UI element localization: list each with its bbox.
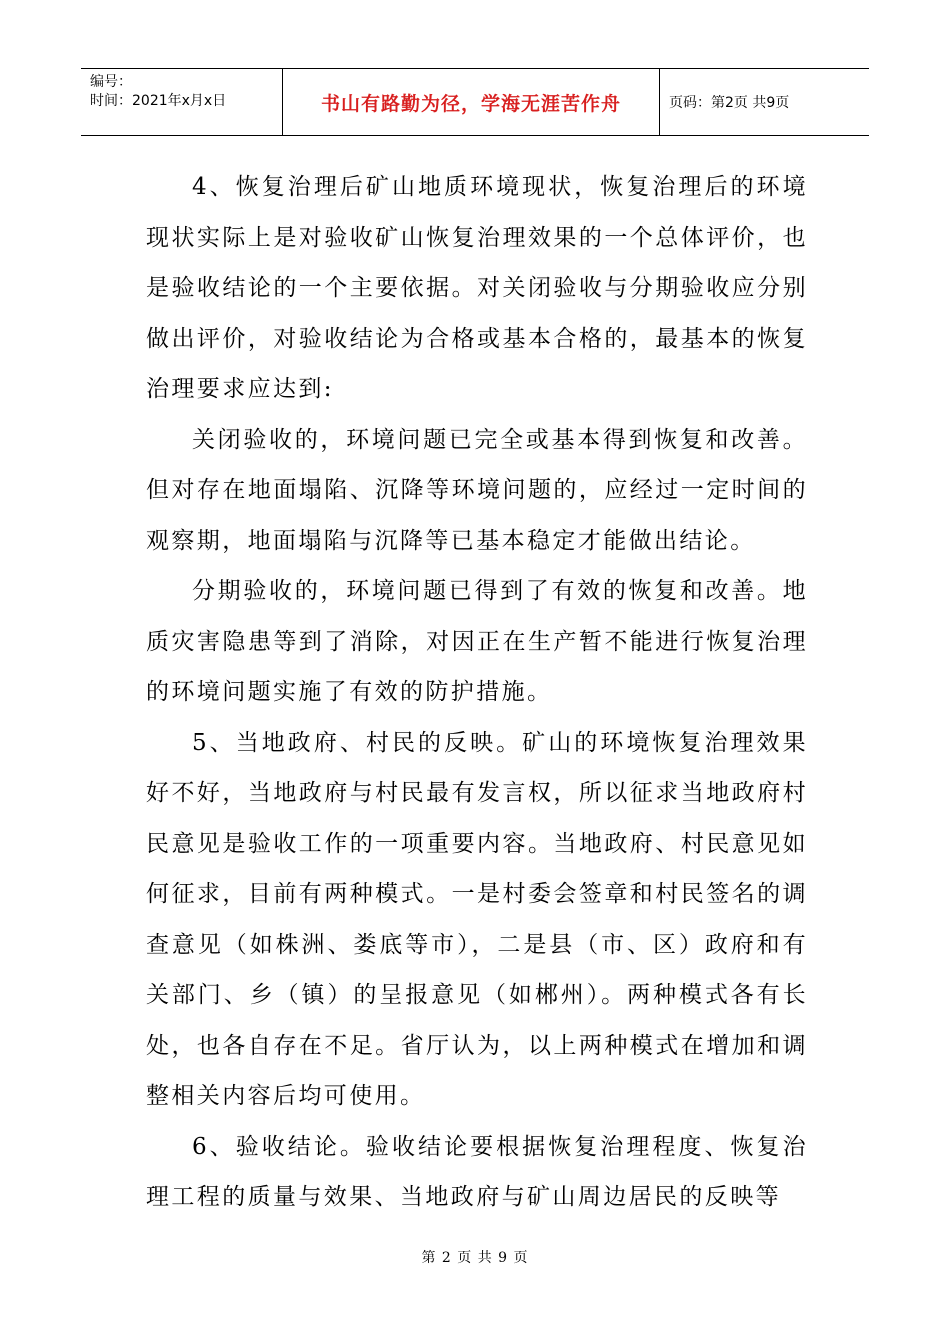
paragraph-5: 6、验收结论。验收结论要根据恢复治理程度、恢复治理工程的质量与效果、当地政府与矿山周边居民的反映等 <box>146 1133 808 1210</box>
page-footer: 第 2 页 共 9 页 <box>421 1250 529 1266</box>
page-header <box>81 68 869 136</box>
paragraph-3: 分期验收的，环境问题已得到了有效的恢复和改善。地质灾害隐患等到了消除，对因正在生产暂不能进行恢复治理的环境问题实施了有效的防护措施。 <box>146 578 808 705</box>
paragraph-1: 4、恢复治理后矿山地质环境现状，恢复治理后的环境现状实际上是对验收矿山恢复治理效果的一个总体评价，也是验收结论的一个主要依据。对关闭验收与分期验收应分别做出评价，对验收结论为合格或基本合格的，最基本的恢复治理要求应达到: <box>146 174 808 402</box>
doc-number-label: 编号： <box>90 74 132 90</box>
paragraph-2: 关闭验收的，环境问题已完全或基本得到恢复和改善。但对存在地面塌陷、沉降等环境问题的，应经过一定时间的观察期，地面塌陷与沉降等已基本稳定才能做出结论。 <box>146 426 808 554</box>
document-body <box>146 162 808 1223</box>
doc-date-label: 时间：2021年x月x日 <box>90 93 227 109</box>
header-meta <box>81 69 283 135</box>
paragraph-4: 5、当地政府、村民的反映。矿山的环境恢复治理效果好不好，当地政府与村民最有发言权，所以征求当地政府村民意见是验收工作的一项重要内容。当地政府、村民意见如何征求，目前有两种模式。一是村委会签章和村民签名的调查意见（如株洲、娄底等市），二是县（市、区）政府和有关部门、乡（镇）的呈报意见（如郴州）。两种模式各有长处，也各自存在不足。省厅认为，以上两种模式在增加和调整相关内容后均可使用。 <box>146 729 808 1109</box>
header-motto: 书山有路勤为径，学海无涯苦作舟 <box>283 69 660 135</box>
header-page-info: 页码：第2页 共9页 <box>669 95 790 111</box>
